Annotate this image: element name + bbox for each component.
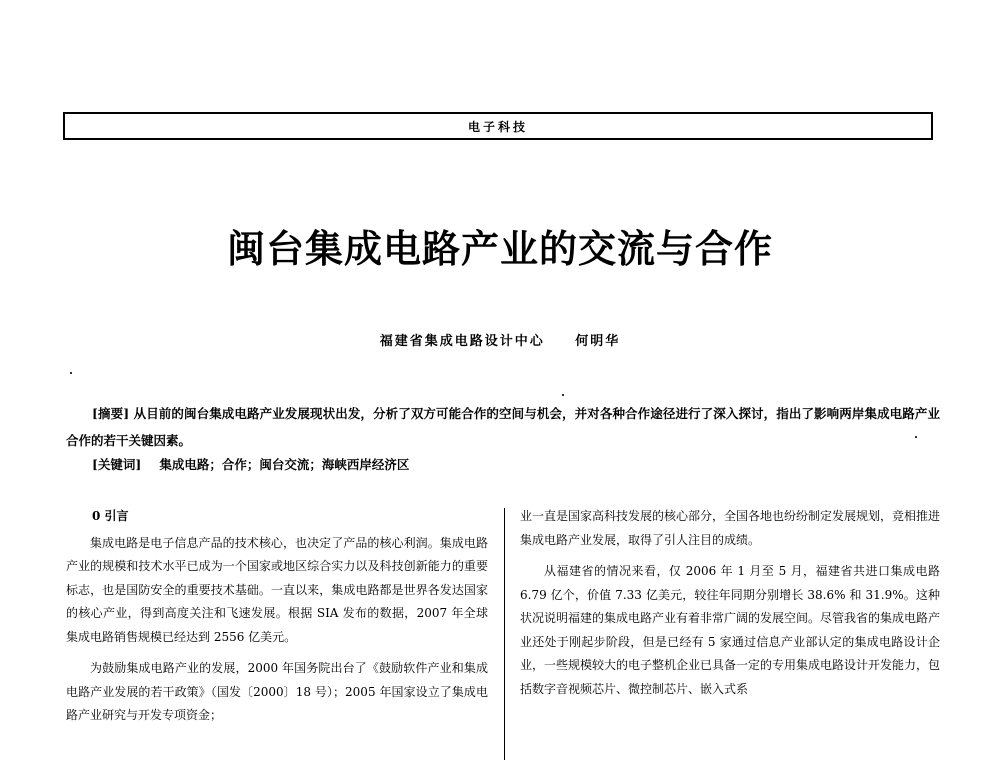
abstract bbox=[66, 400, 940, 454]
scan-speck bbox=[70, 372, 72, 374]
author-line bbox=[0, 330, 1000, 349]
abstract-text: 从目前的闽台集成电路产业发展现状出发，分析了双方可能合作的空间与机会，并对各种合作途径进行了深入探讨，指出了影响两岸集成电路产业合作的若干关键因素。 bbox=[66, 406, 940, 448]
body-paragraph: 从福建省的情况来看，仅 2006 年 1 月至 5 月，福建省共进口集成电路 6.79 亿个，价值 7.33 亿美元，较往年同期分别增长 38.6% 和 31.9%。这种状况说明福建的集成电路产业有着非常广阔的发展空间。尽管我省的集成电路产业还处于刚起步阶段，但是已经有 5 家通过信息产业部认定的集成电路设计企业，一些规模较大的电子整机企业已具备一定的专用集成电路设计开发能力，包括数字音视频芯片、微控制芯片、嵌入式系 bbox=[520, 564, 941, 696]
abstract-label: [摘要] bbox=[92, 406, 130, 421]
affiliation: 福建省集成电路设计中心 bbox=[379, 334, 545, 349]
journal-section-header bbox=[63, 112, 933, 140]
body-paragraph: 集成电路是电子信息产品的技术核心，也决定了产品的核心利润。集成电路产业的规模和技术水平已成为一个国家或地区综合实力以及科技创新能力的重要标志，也是国防安全的重要技术基础。一直以来，集成电路都是世界各发达国家的核心产业，得到高度关注和飞速发展。根据 SIA 发布的数据，2007 年全球集成电路销售规模已经达到 2556 亿美元。 bbox=[66, 535, 488, 644]
keywords-text: 集成电路；合作；闽台交流；海峡西岸经济区 bbox=[159, 457, 410, 472]
article-title: 闽台集成电路产业的交流与合作 bbox=[226, 226, 773, 271]
section-heading-introduction: 0 引言 bbox=[92, 509, 129, 523]
body-paragraph: 业一直是国家高科技发展的核心部分，全国各地也纷纷制定发展规划，竞相推进集成电路产业发展，取得了引人注目的成绩。 bbox=[520, 509, 941, 547]
author-name: 何明华 bbox=[575, 334, 621, 349]
body-paragraph: 为鼓励集成电路产业的发展，2000 年国务院出台了《鼓励软件产业和集成电路产业发展的若干政策》（国发〔2000〕18 号）；2005 年国家设立了集成电路产业研究与开发专项资金； bbox=[66, 661, 488, 722]
body-left-column bbox=[66, 505, 488, 728]
scan-speck bbox=[562, 394, 564, 396]
keywords-label: [关键词] bbox=[92, 457, 142, 472]
body-right-column bbox=[520, 505, 940, 701]
column-divider bbox=[504, 508, 505, 760]
keywords bbox=[92, 455, 932, 473]
journal-section-label: 电子科技 bbox=[467, 119, 528, 134]
